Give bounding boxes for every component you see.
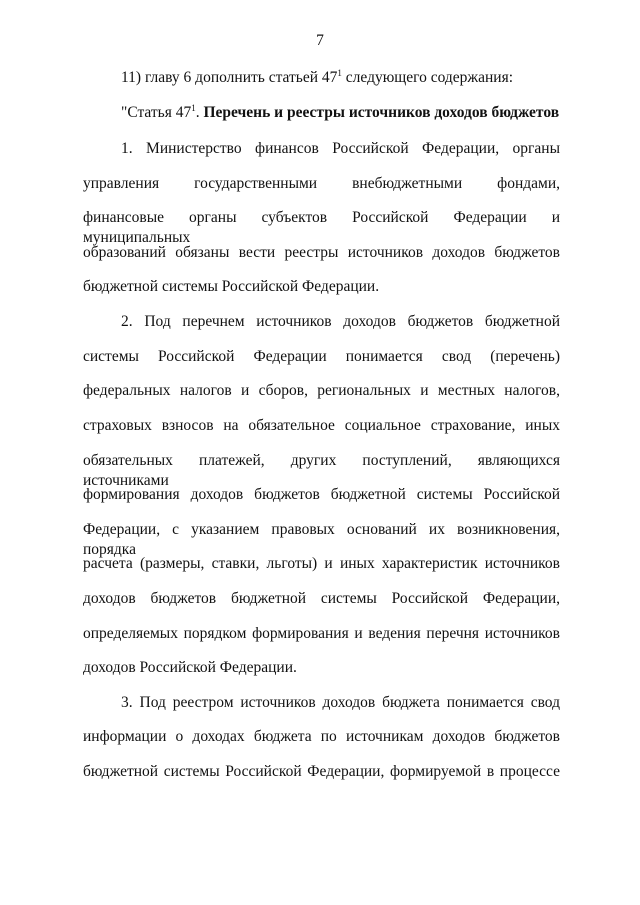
- paragraph-line: управления государственными внебюджетными фондами,: [83, 175, 560, 192]
- paragraph-line: финансовые органы субъектов Российской Федерации и муниципальных: [83, 209, 560, 246]
- paragraph-line: 3. Под реестром источников доходов бюджета понимается свод: [121, 694, 560, 711]
- article-title: Перечень и реестры источников доходов бюджетов: [203, 104, 560, 121]
- paragraph-line: 1. Министерство финансов Российской Федерации, органы: [121, 140, 560, 157]
- paragraph-line: доходов Российской Федерации.: [83, 659, 297, 676]
- paragraph-line: бюджетной системы Российской Федерации, формируемой в процессе: [83, 763, 560, 780]
- paragraph-line: Федерации, с указанием правовых оснований их возникновения, порядка: [83, 521, 560, 558]
- paragraph-line: образований обязаны вести реестры источников доходов бюджетов: [83, 244, 560, 261]
- paragraph-line: обязательных платежей, других поступлений, являющихся источниками: [83, 452, 560, 489]
- paragraph-line: федеральных налогов и сборов, региональных и местных налогов,: [83, 382, 560, 399]
- paragraph-line: формирования доходов бюджетов бюджетной системы Российской: [83, 486, 560, 503]
- paragraph-line: определяемых порядком формирования и ведения перечня источников: [83, 625, 560, 642]
- article-prefix: "Статья 47: [121, 104, 192, 121]
- article-sup: 1: [191, 103, 196, 113]
- paragraph-line: информации о доходах бюджета по источникам доходов бюджетов: [83, 728, 560, 745]
- paragraph-line: 2. Под перечнем источников доходов бюджетов бюджетной: [121, 313, 560, 330]
- amendment-line: [121, 68, 560, 88]
- article-heading: [121, 103, 560, 123]
- paragraph-line: доходов бюджетов бюджетной системы Российской Федерации,: [83, 590, 560, 607]
- amendment-sup: 1: [337, 68, 342, 78]
- paragraph-line: системы Российской Федерации понимается свод (перечень): [83, 348, 560, 365]
- amendment-prefix: 11) главу 6 дополнить статьей 47: [121, 69, 338, 86]
- article-after-sup: .: [195, 104, 204, 121]
- page-number: 7: [316, 32, 324, 49]
- paragraph-line: бюджетной системы Российской Федерации.: [83, 278, 380, 295]
- paragraph-line: страховых взносов на обязательное социальное страхование, иных: [83, 417, 560, 434]
- paragraph-line: расчета (размеры, ставки, льготы) и иных характеристик источников: [83, 555, 560, 572]
- amendment-suffix: следующего содержания:: [341, 69, 514, 86]
